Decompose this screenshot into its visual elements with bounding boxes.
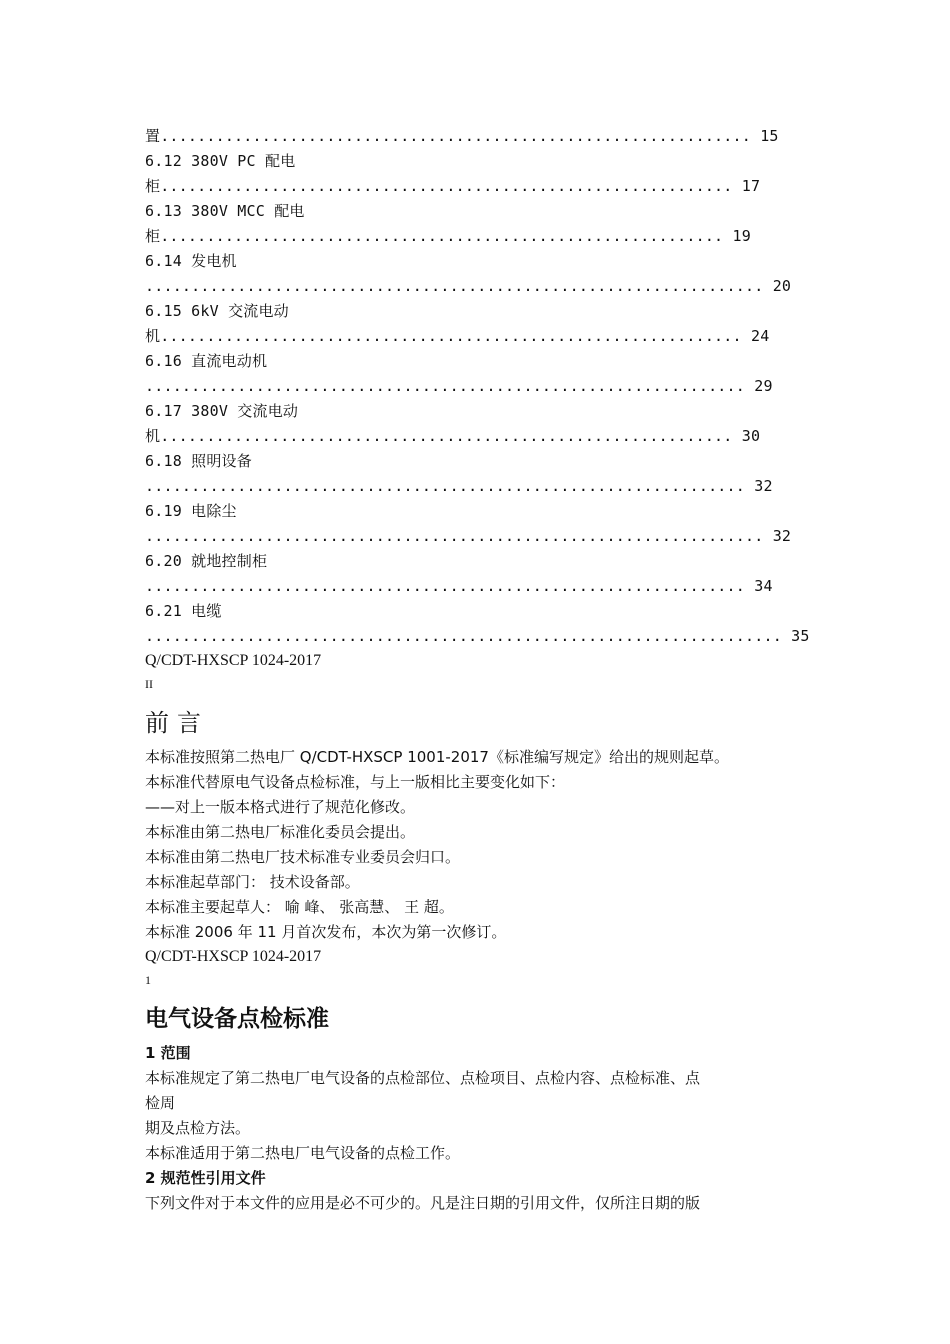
toc-leader-line[interactable]: ................................................................... 32 (145, 527, 792, 545)
preface-line: 本标准按照第二热电厂 Q/CDT-HXSCP 1001-2017《标准编写规定》给出的规则起草。 (145, 748, 729, 766)
page-number: II (145, 677, 153, 691)
toc-entry-label[interactable]: 6.19 电除尘 (145, 502, 237, 520)
toc-leader-line[interactable]: ................................................................. 32 (145, 477, 773, 495)
toc-entry-label[interactable]: 6.20 就地控制柜 (145, 552, 268, 570)
preface-line: 本标准由第二热电厂标准化委员会提出。 (145, 823, 416, 841)
preface-line: 本标准 2006 年 11 月首次发布，本次为第一次修订。 (145, 923, 507, 941)
preface-line: 本标准代替原电气设备点检标准，与上一版相比主要变化如下： (145, 773, 566, 791)
toc-entry-label[interactable]: 6.13 380V MCC 配电 (145, 202, 305, 220)
document-id: Q/CDT-HXSCP 1024-2017 (145, 948, 322, 965)
section-heading-scope: 1 范围 (145, 1044, 191, 1062)
preface-line: 本标准起草部门： 技术设备部。 (145, 873, 360, 891)
toc-entry-label[interactable]: 6.21 电缆 (145, 602, 222, 620)
body-line: 期及点检方法。 (145, 1119, 251, 1137)
body-line: 检周 (145, 1094, 176, 1112)
toc-leader-line[interactable]: ................................................................... 20 (145, 277, 792, 295)
toc-leader-line[interactable]: ................................................................. 29 (145, 377, 773, 395)
section-heading-references: 2 规范性引用文件 (145, 1169, 266, 1187)
toc-leader-line[interactable]: 柜............................................................. 19 (145, 227, 751, 245)
toc-entry-label[interactable]: 6.17 380V 交流电动 (145, 402, 299, 420)
preface-body (145, 745, 825, 945)
body-line: 本标准适用于第二热电厂电气设备的点检工作。 (145, 1144, 461, 1162)
toc-leader-line[interactable]: 机.............................................................. 30 (145, 427, 761, 445)
document-title: 电气设备点检标准 (145, 1006, 329, 1032)
toc-entry-label[interactable]: 6.18 照明设备 (145, 452, 252, 470)
toc-entry-label[interactable]: 6.15 6kV 交流电动 (145, 302, 289, 320)
toc-leader-line[interactable]: ................................................................. 34 (145, 577, 773, 595)
document-id: Q/CDT-HXSCP 1024-2017 (145, 652, 322, 669)
toc-leader-line[interactable]: ..................................................................... 35 (145, 627, 810, 645)
page-number: 1 (145, 973, 151, 987)
toc-leader-line[interactable]: 机............................................................... 24 (145, 327, 770, 345)
toc-entry-label[interactable]: 6.12 380V PC 配电 (145, 152, 296, 170)
section-scope-body (145, 1066, 825, 1166)
toc-leader-line: 置................................................................ 15 (145, 127, 779, 145)
section-references-body (145, 1191, 825, 1216)
body-line: 下列文件对于本文件的应用是必不可少的。凡是注日期的引用文件，仅所注日期的版 (145, 1194, 701, 1212)
preface-line: ——对上一版本格式进行了规范化修改。 (145, 798, 416, 816)
preface-line: 本标准主要起草人： 喻 峰、 张高慧、 王 超。 (145, 898, 454, 916)
preface-line: 本标准由第二热电厂技术标准专业委员会归口。 (145, 848, 461, 866)
toc-entry-label[interactable]: 6.16 直流电动机 (145, 352, 268, 370)
body-line: 本标准规定了第二热电厂电气设备的点检部位、点检项目、点检内容、点检标准、点 (145, 1069, 701, 1087)
table-of-contents (145, 124, 825, 649)
document-page (145, 124, 825, 1216)
preface-heading: 前言 (145, 709, 209, 737)
toc-entry-label[interactable]: 6.14 发电机 (145, 252, 237, 270)
toc-leader-line[interactable]: 柜.............................................................. 17 (145, 177, 761, 195)
